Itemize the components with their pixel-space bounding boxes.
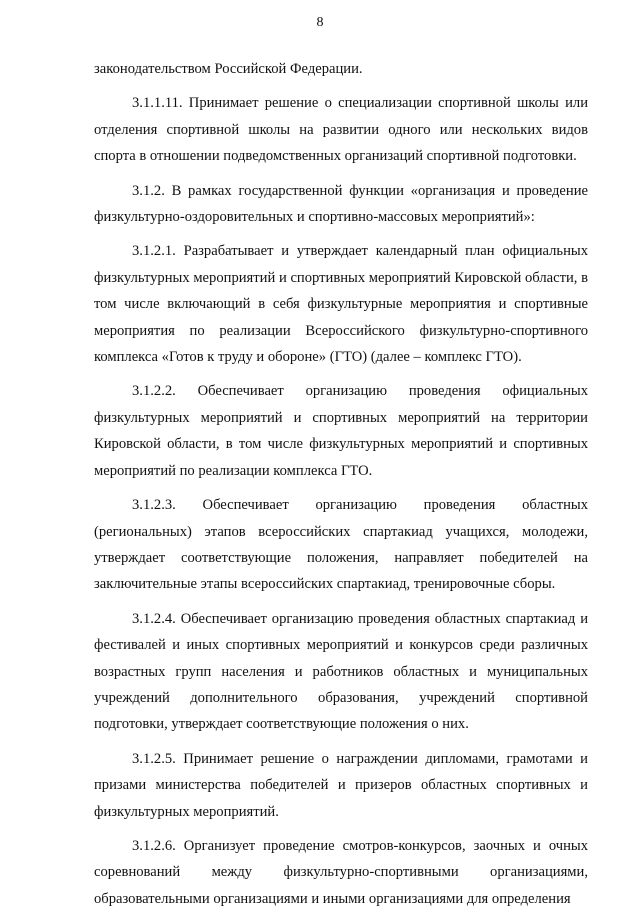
paragraph-3-1-1-11: 3.1.1.11. Принимает решение о специализации спортивной школы или отделения спортивной школы на развитии одного или нескольких видов спорта в отношении подведомственных организаций спортивной подготовки. bbox=[94, 95, 588, 165]
paragraph-3-1-2-6: 3.1.2.6. Организует проведение смотров-конкурсов, заочных и очных соревнований между физкультурно-спортивными организациями, образовательными организациями и иными организациями для определения bbox=[94, 837, 588, 907]
paragraph-3-1-2: 3.1.2. В рамках государственной функции «организация и проведение физкультурно-оздоровительных и спортивно-массовых мероприятий»: bbox=[94, 182, 588, 226]
paragraph-3-1-2-5: 3.1.2.5. Принимает решение о награждении дипломами, грамотами и призами министерства победителей и призеров областных спортивных и физкультурных мероприятий. bbox=[94, 750, 588, 820]
paragraph-3-1-2-1: 3.1.2.1. Разрабатывает и утверждает календарный план официальных физкультурных мероприятий и спортивных мероприятий Кировской области, в том числе включающий в себя физкультурные мероприятия и спортивные мероприятия по реализации Всероссийского физкультурно-спортивного комплекса «Готов к труду и обороне» (ГТО) (далее – комплекс ГТО). bbox=[94, 243, 588, 366]
document-body bbox=[94, 56, 588, 920]
paragraph-3-1-2-3: 3.1.2.3. Обеспечивает организацию проведения областных (региональных) этапов всероссийских спартакиад учащихся, молодежи, утверждает соответствующие положения, направляет победителей на заключительные этапы всероссийских спартакиад, тренировочные сборы. bbox=[94, 497, 588, 593]
page-number: 8 bbox=[316, 15, 324, 30]
paragraph-continuation: законодательством Российской Федерации. bbox=[94, 61, 363, 77]
paragraph-3-1-2-2: 3.1.2.2. Обеспечивает организацию проведения официальных физкультурных мероприятий и спортивных мероприятий на территории Кировской области, в том числе физкультурных мероприятий и спортивных мероприятий по реализации комплекса ГТО. bbox=[94, 383, 588, 479]
paragraph-3-1-2-4: 3.1.2.4. Обеспечивает организацию проведения областных спартакиад и фестивалей и иных спортивных мероприятий и конкурсов среди различных возрастных групп населения и работников областных и муниципальных учреждений дополнительного образования, учреждений спортивной подготовки, утверждает соответствующие положения о них. bbox=[94, 610, 588, 733]
